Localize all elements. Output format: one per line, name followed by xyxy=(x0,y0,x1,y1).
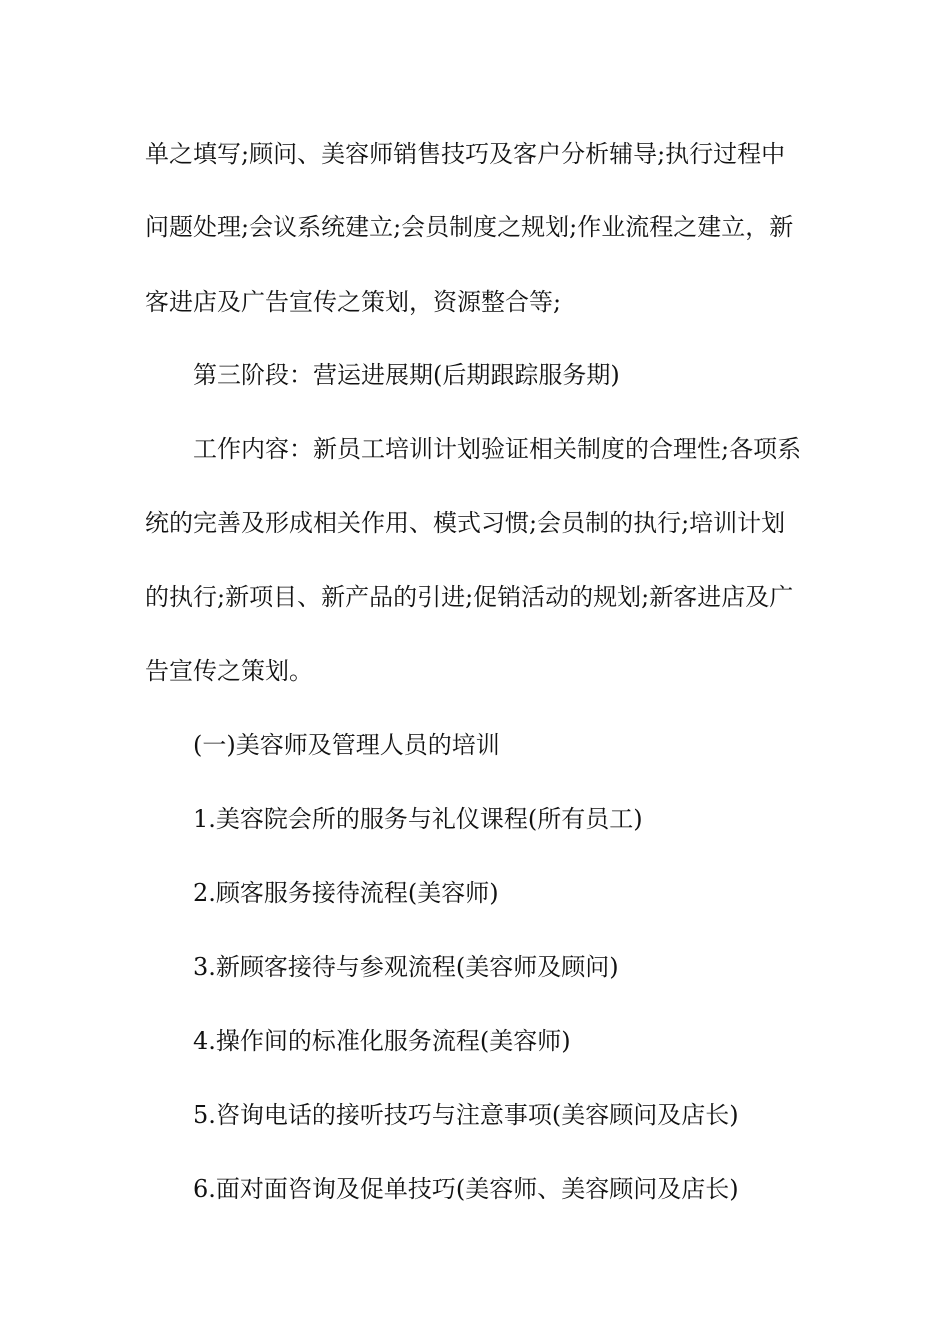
text-line: 统的完善及形成相关作用、模式习惯;会员制的执行;培训计划 xyxy=(145,509,786,537)
text-line: 告宣传之策划。 xyxy=(145,657,313,685)
list-item: 1.美容院会所的服务与礼仪课程(所有员工) xyxy=(193,805,643,833)
text-line: 工作内容：新员工培训计划验证相关制度的合理性;各项系 xyxy=(193,435,802,463)
section-heading: 第三阶段：营运进展期(后期跟踪服务期) xyxy=(193,361,620,389)
text-line: 单之填写;顾问、美容师销售技巧及客户分析辅导;执行过程中 xyxy=(145,140,786,168)
list-item: 2.顾客服务接待流程(美容师) xyxy=(193,879,499,907)
list-item: 3.新顾客接待与参观流程(美容师及顾问) xyxy=(193,953,619,981)
list-item: 6.面对面咨询及促单技巧(美容师、美容顾问及店长) xyxy=(193,1175,739,1203)
list-item: 4.操作间的标准化服务流程(美容师) xyxy=(193,1027,571,1055)
text-line: 的执行;新项目、新产品的引进;促销活动的规划;新客进店及广 xyxy=(145,583,794,611)
subsection-heading: (一)美容师及管理人员的培训 xyxy=(193,731,500,759)
text-line: 客进店及广告宣传之策划，资源整合等; xyxy=(145,288,562,316)
list-item: 5.咨询电话的接听技巧与注意事项(美容顾问及店长) xyxy=(193,1101,739,1129)
text-line: 问题处理;会议系统建立;会员制度之规划;作业流程之建立，新 xyxy=(145,213,794,241)
